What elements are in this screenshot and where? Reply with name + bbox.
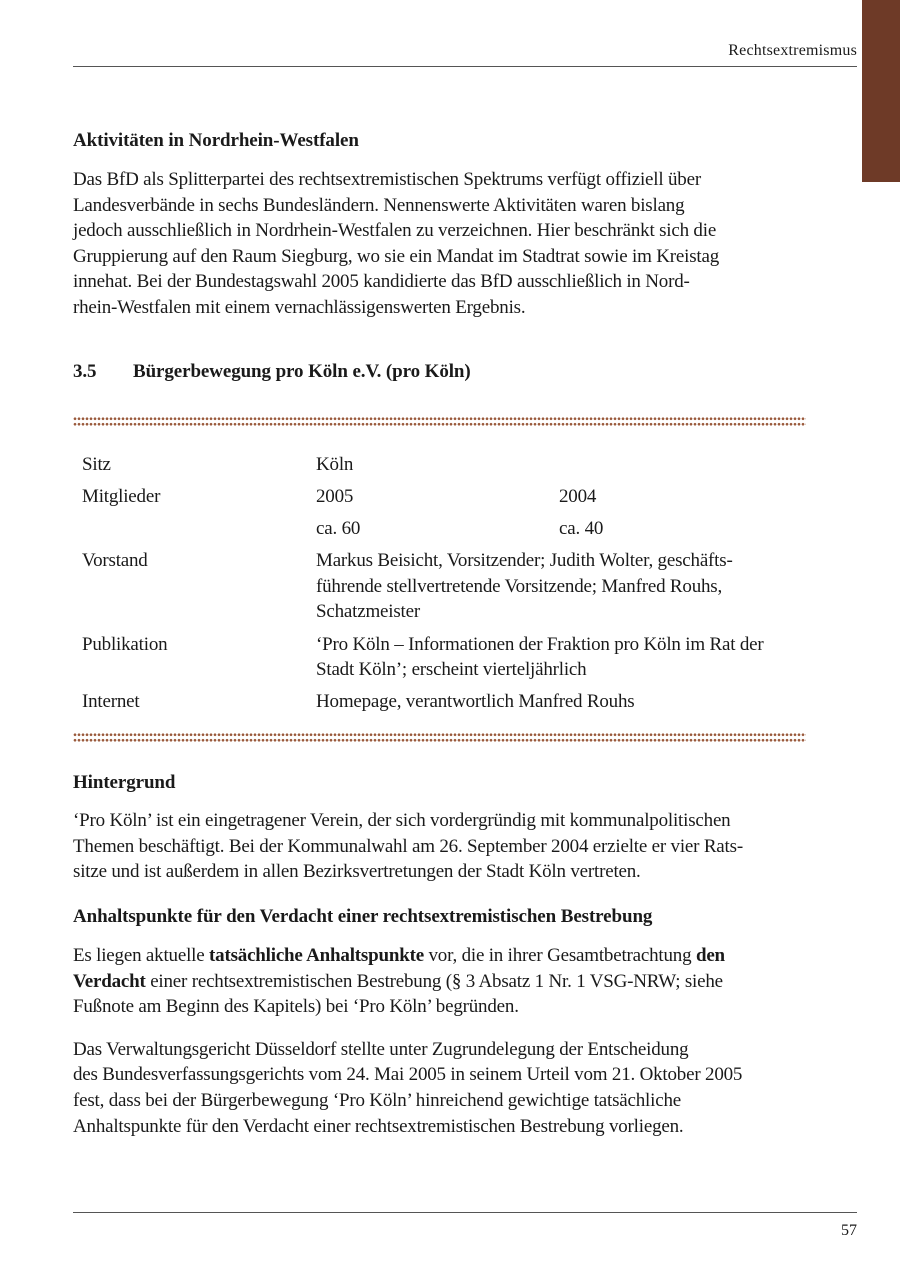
facts-value (316, 542, 809, 625)
section-heading-3-5 (73, 360, 813, 384)
text-line: Landesverbände in sechs Bundesländern. Nennenswerte Aktivitäten waren bislang (73, 194, 685, 216)
facts-label: Internet (82, 691, 140, 713)
paragraph-hintergrund (73, 808, 813, 885)
text-line: fest, dass bei der Bürgerbewegung ‘Pro Köln’ hinreichend gewichtige tatsächliche (73, 1089, 681, 1111)
section-heading-nrw: Aktivitäten in Nordrhein-Westfalen (73, 130, 359, 151)
emphasis-text: tatsächliche Anhaltspunkte (209, 945, 424, 966)
section-anhaltspunkte (73, 905, 813, 1139)
page-number: 57 (841, 1222, 857, 1239)
text-line: Stadt Köln’; erscheint vierteljährlich (316, 659, 587, 681)
text-line: ‘Pro Köln’ ist ein eingetragener Verein, der sich vordergründig mit kommunalpolitischen (73, 810, 731, 831)
text-line: Markus Beisicht, Vorsitzender; Judith Wolter, geschäfts- (316, 550, 733, 572)
text-segment: vor, die in ihrer Gesamtbetrachtung (423, 945, 696, 966)
section-nrw (73, 129, 813, 321)
table-row (82, 478, 809, 510)
section-3-5 (73, 360, 813, 384)
paragraph-anhaltspunkte-2 (73, 1037, 813, 1139)
paragraph-nrw (73, 167, 813, 321)
table-row (82, 542, 809, 625)
table-row (82, 683, 809, 715)
text-line: jedoch ausschließlich in Nordrhein-Westfalen zu verzeichnen. Hier beschränkt sich die (73, 220, 717, 242)
table-row (82, 452, 809, 478)
text-line: sitze und ist außerdem in allen Bezirksvertretungen der Stadt Köln vertreten. (73, 861, 641, 883)
emphasis-text: Verdacht (73, 970, 146, 992)
facts-label: Publikation (82, 633, 168, 655)
text-segment: einer rechtsextremistischen Bestrebung (§ 3 Absatz 1 Nr. 1 VSG-NRW; siehe (145, 970, 723, 992)
dotted-divider-bottom (73, 732, 806, 743)
emphasis-text: den (695, 945, 725, 966)
text-line: Themen beschäftigt. Bei der Kommunalwahl am 26. September 2004 erzielte er vier Rats- (73, 835, 743, 857)
paragraph-anhaltspunkte-1 (73, 943, 813, 1020)
text-segment: Es liegen aktuelle (73, 945, 210, 966)
text-line: Das BfD als Splitterpartei des rechtsextremistischen Spektrums verfügt offiziell über (73, 169, 701, 190)
text-line: des Bundesverfassungsgerichts vom 24. Mai 2005 in seinem Urteil vom 21. Oktober 2005 (73, 1064, 743, 1086)
facts-label: Sitz (82, 454, 111, 475)
text-line: Anhaltspunkte für den Verdacht einer rechtsextremistischen Bestrebung vorliegen. (73, 1115, 684, 1137)
running-head: Rechtsextremismus (728, 42, 857, 59)
footer-rule (73, 1212, 857, 1213)
text-line: Das Verwaltungsgericht Düsseldorf stellte unter Zugrundelegung der Entscheidung (73, 1038, 689, 1060)
section-title: Bürgerbewegung pro Köln e.V. (pro Köln) (133, 361, 471, 382)
facts-value: Köln (316, 454, 354, 475)
facts-value (316, 625, 809, 683)
text-line: rhein-Westfalen mit einem vernachlässigenswerten Ergebnis. (73, 296, 526, 318)
text-line: Gruppierung auf den Raum Siegburg, wo sie ein Mandat im Stadtrat sowie im Kreistag (73, 245, 720, 267)
facts-value: ca. 40 (559, 518, 604, 540)
dotted-divider-top (73, 416, 806, 427)
chapter-tab-marker (862, 0, 900, 182)
facts-table (82, 452, 809, 715)
table-row (82, 510, 809, 542)
facts-value: 2005 (316, 486, 354, 508)
table-row (82, 625, 809, 683)
section-hintergrund (73, 771, 813, 885)
section-heading-anhaltspunkte: Anhaltspunkte für den Verdacht einer rechtsextremistischen Bestrebung (73, 906, 653, 927)
facts-value: ca. 60 (316, 518, 361, 540)
text-line: Schatzmeister (316, 601, 420, 623)
text-line: innehat. Bei der Bundestagswahl 2005 kandidierte das BfD ausschließlich in Nord- (73, 271, 690, 293)
section-number: 3.5 (73, 361, 97, 382)
facts-label: Vorstand (82, 550, 148, 572)
text-line: Fußnote am Beginn des Kapitels) bei ‘Pro Köln’ begründen. (73, 996, 519, 1018)
header-rule (73, 66, 857, 67)
text-line: führende stellvertretende Vorsitzende; Manfred Rouhs, (316, 575, 723, 597)
facts-value: Homepage, verantwortlich Manfred Rouhs (316, 691, 635, 713)
facts-label: Mitglieder (82, 486, 161, 508)
facts-value: 2004 (559, 486, 597, 508)
section-heading-hintergrund: Hintergrund (73, 772, 176, 793)
text-line: ‘Pro Köln – Informationen der Fraktion pro Köln im Rat der (316, 633, 764, 655)
